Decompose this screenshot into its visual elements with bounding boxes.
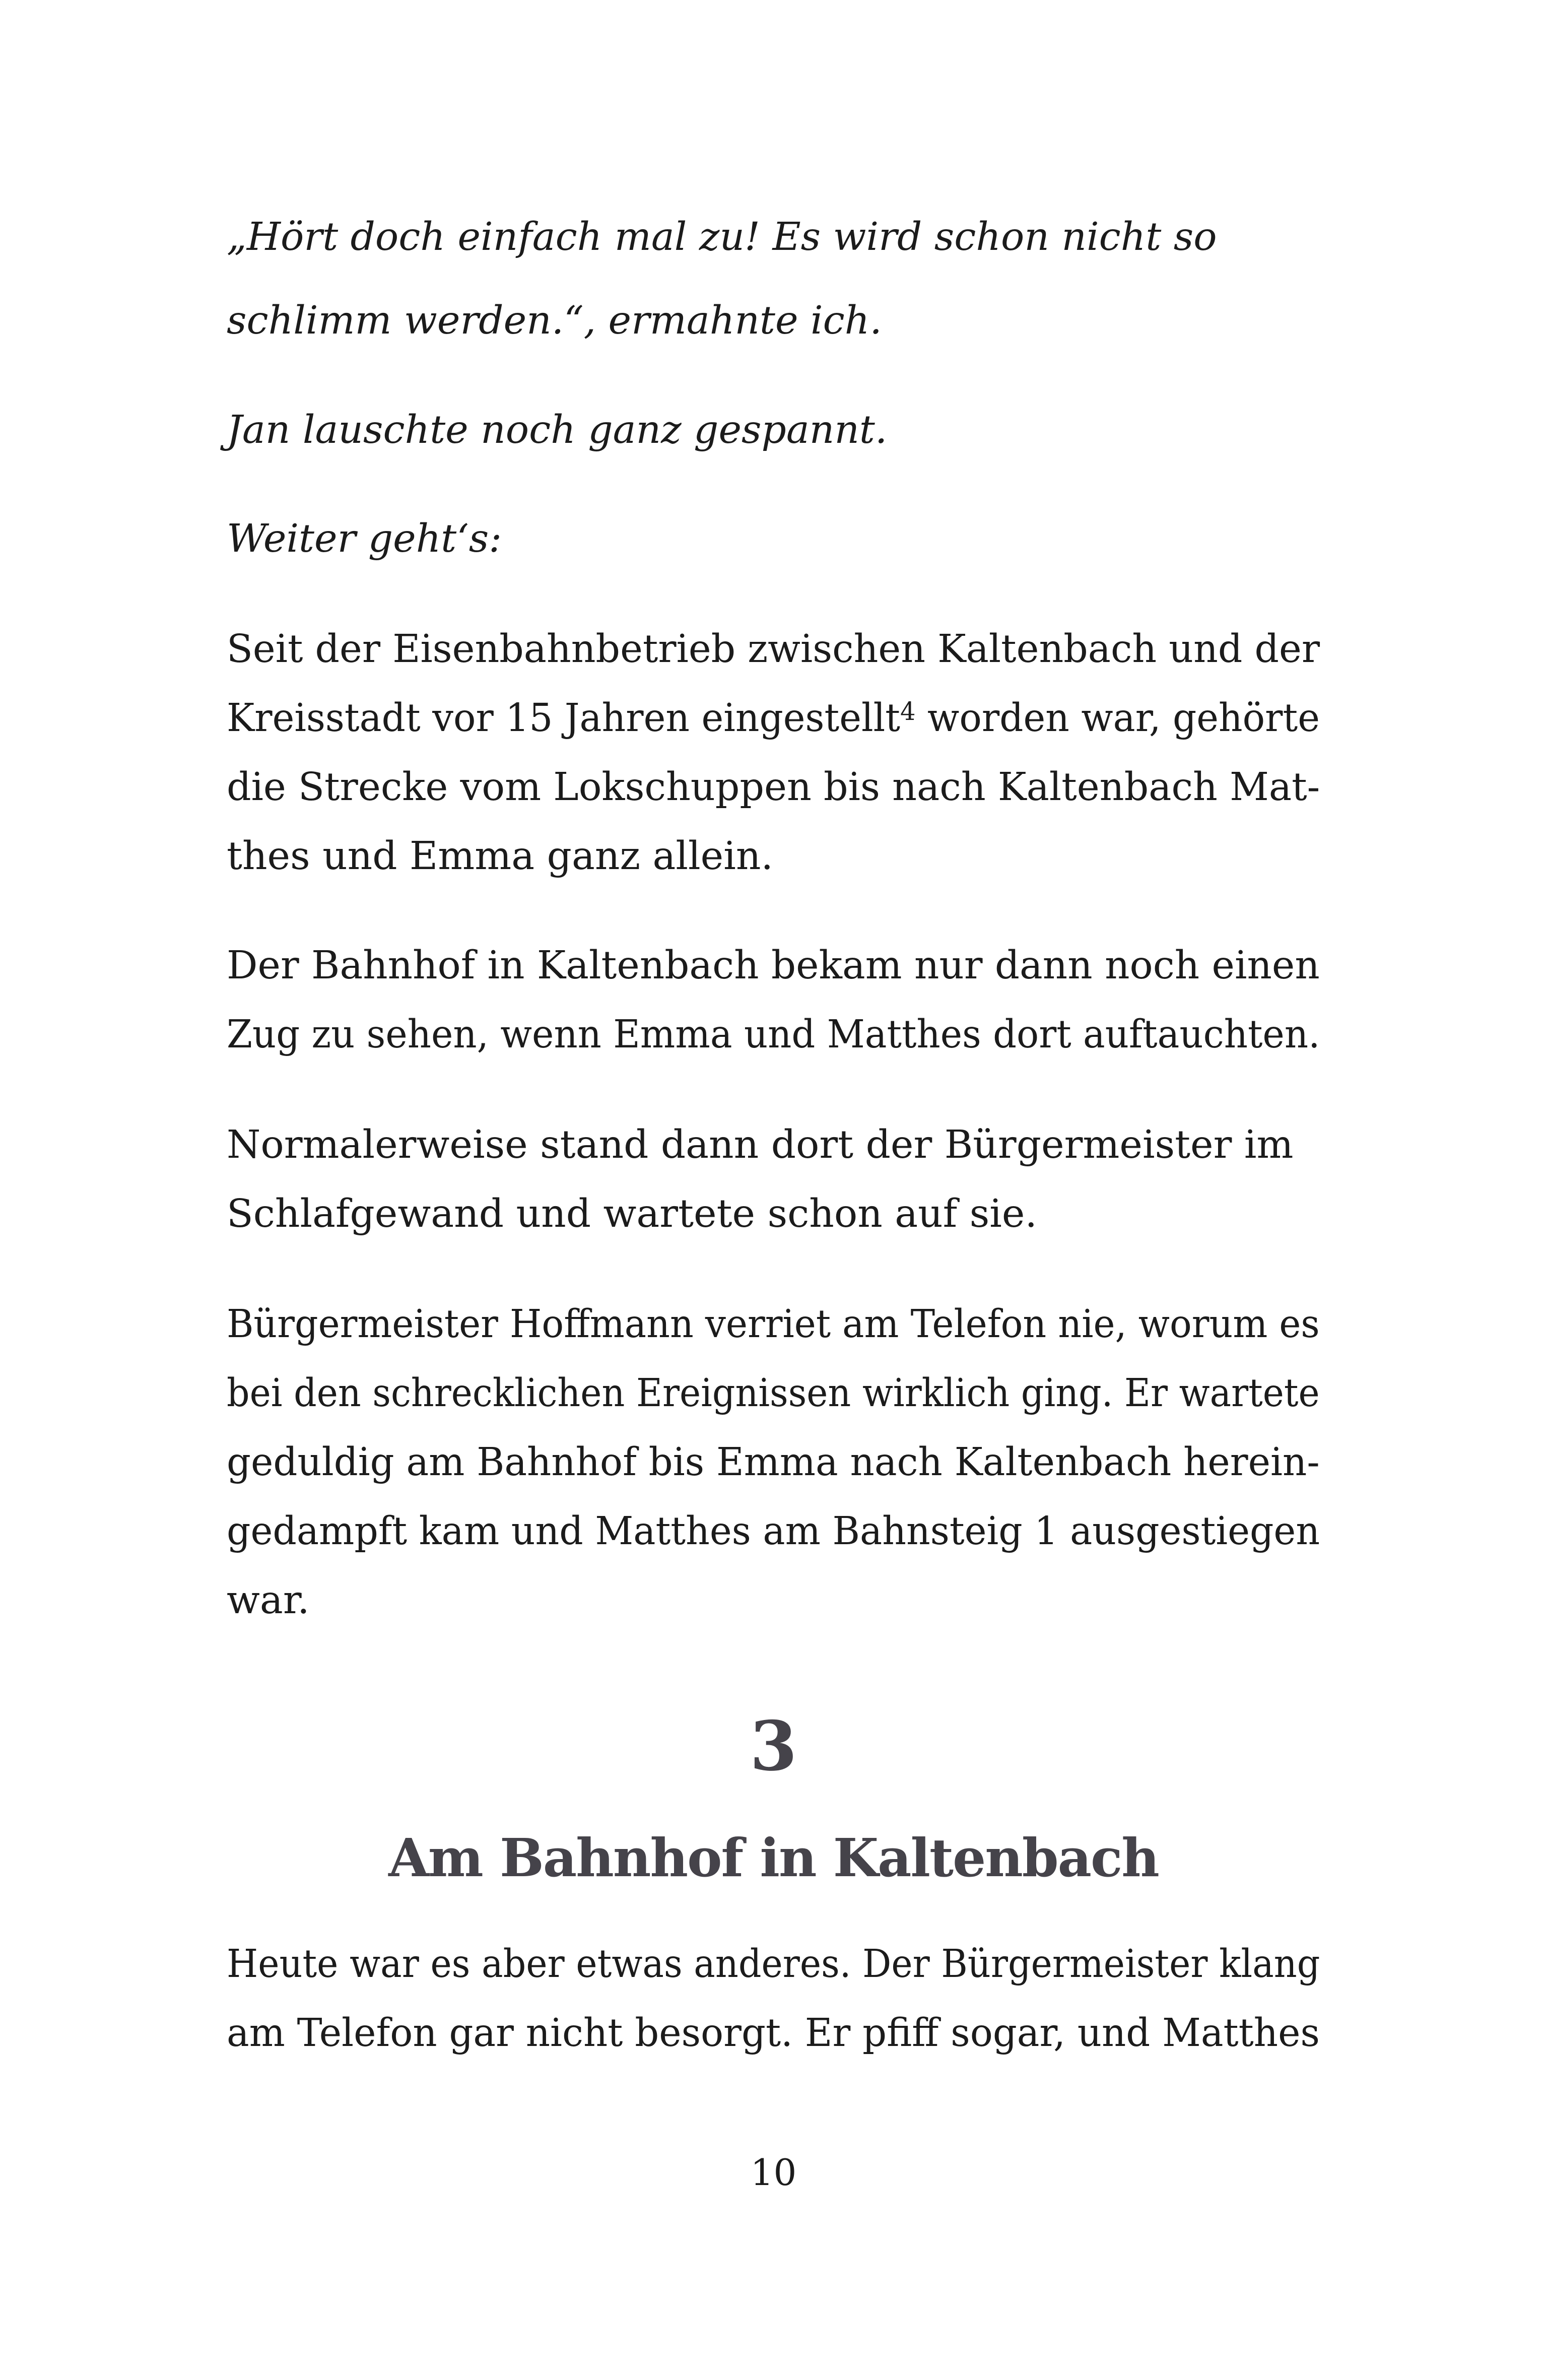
listening-line: Jan lauschte noch ganz gespannt. bbox=[227, 408, 888, 452]
paragraph4-line-1: Bürgermeister Hoffmann verriet am Telefon nie, worum es bbox=[227, 1302, 1320, 1347]
quote-line-1: „Hört doch einfach mal zu! Es wird schon nicht so bbox=[227, 215, 1217, 259]
page-number: 10 bbox=[750, 2151, 797, 2194]
paragraph3-line-2: Schlafgewand und wartete schon auf sie. bbox=[227, 1192, 1037, 1236]
paragraph1-line-3: die Strecke vom Lokschuppen bis nach Kaltenbach Mat- bbox=[227, 765, 1320, 810]
paragraph1-line-2-start: Kreisstadt vor 15 Jahren eingestellt bbox=[227, 696, 900, 741]
footnote-reference: 4 bbox=[900, 697, 916, 726]
paragraph4-line-5: war. bbox=[227, 1578, 310, 1623]
paragraph5-line-1: Heute war es aber etwas anderes. Der Bürgermeister klang bbox=[227, 1942, 1320, 1987]
paragraph3-line-1: Normalerweise stand dann dort der Bürgermeister im bbox=[227, 1122, 1294, 1167]
paragraph4-line-4: gedampft kam und Matthes am Bahnsteig 1 ausgestiegen bbox=[227, 1509, 1320, 1554]
paragraph2-line-2: Zug zu sehen, wenn Emma und Matthes dort auftauchten. bbox=[227, 1012, 1320, 1057]
paragraph1-line-2 bbox=[227, 696, 1320, 741]
paragraph1-line-2-end: worden war, gehörte bbox=[915, 696, 1320, 741]
paragraph4-line-2: bei den schrecklichen Ereignissen wirklich ging. Er wartete bbox=[227, 1371, 1320, 1416]
chapter-number: 3 bbox=[750, 1706, 797, 1786]
paragraph4-line-3: geduldig am Bahnhof bis Emma nach Kaltenbach herein- bbox=[227, 1440, 1320, 1485]
paragraph2-line-1: Der Bahnhof in Kaltenbach bekam nur dann noch einen bbox=[227, 943, 1320, 988]
chapter-title: Am Bahnhof in Kaltenbach bbox=[388, 1827, 1159, 1889]
continue-line: Weiter geht‘s: bbox=[227, 516, 502, 561]
paragraph1-line-4: thes und Emma ganz allein. bbox=[227, 834, 773, 879]
quote-line-2: schlimm werden.“, ermahnte ich. bbox=[227, 298, 882, 343]
paragraph1-line-1: Seit der Eisenbahnbetrieb zwischen Kaltenbach und der bbox=[227, 627, 1320, 672]
paragraph5-line-2: am Telefon gar nicht besorgt. Er pfiff sogar, und Matthes bbox=[227, 2011, 1320, 2056]
